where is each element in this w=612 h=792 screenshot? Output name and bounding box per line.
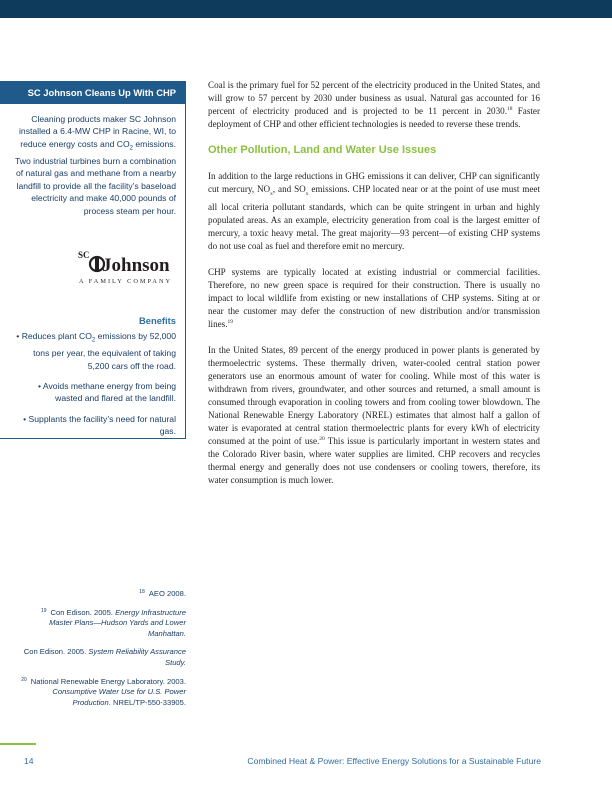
paragraph-coal: Coal is the primary fuel for 52 percent of the electricity produced in the United States, and will grow to 57 percent by 2030 under business as usual. Natural gas accounted for 16 percent of electricity produced and is projected to be 11 percent in 2030.18 Faster deployment of CHP and other efficient technologies is needed to reverse these trends.	[208, 80, 540, 129]
page-number: 14	[24, 756, 34, 766]
sidebar-title: SC Johnson Cleans Up With CHP	[0, 82, 185, 104]
logo-sc-text: SC	[78, 250, 90, 260]
paragraph-water: In the United States, 89 percent of the energy produced in power plants is generated by thermoelectric systems. These thermally driven, water-cooled central station power generators use an enormous amount of water for cooling. While most of this water is withdrawn from rivers, groundwater, and other sources and returned, a small amount is consumed through evaporation in cooling towers and from cooling tower blowdown. The National Renewable Energy Laboratory (NREL) estimates that almost half a gallon of water is evaporated at central station thermoelectric plants for every kWh of electricity consumed at the point of use.$^{20}$ This issue is particularly important in western states and the Colorado River basin, where water supplies are limited. CHP recovers and recycles thermal energy and generally does not use condensers or cooling towers, therefore, its water consumption is much lower.	[208, 344, 540, 485]
sc-johnson-logo	[78, 244, 178, 286]
footnote-18: $^{18}$ AEO 2008.	[139, 589, 186, 598]
main-text-column	[208, 79, 540, 500]
footer-title: Combined Heat & Power: Effective Energy Solutions for a Sustainable Future	[247, 756, 541, 766]
footer-rule	[0, 743, 36, 745]
benefit-item: • Avoids methane energy from being wasted and flared at the landfill.	[37, 380, 176, 404]
benefit-item: • Reduces plant $CO_2$ emissions by 52,000 tons per year, the equivalent of taking 5,200 cars off the road.	[16, 331, 176, 371]
top-banner	[0, 0, 612, 18]
footnote-ref-20: 20	[319, 435, 325, 442]
paragraph-siting: CHP systems are typically located at existing industrial or commercial facilities. Therefore, no new green space is required for their construction. There is usually no impact to local wildlife from existing or new installations of CHP systems. Siting at or near the customer may defer the construction of new distribution and/or transmission lines.$^{19}$	[208, 266, 540, 329]
footnote-ref-18: 18	[507, 106, 513, 112]
benefit-item: • Supplants the facility’s need for natural gas.	[23, 413, 176, 437]
sidebar-intro: Cleaning products maker SC Johnson installed a 6.4-MW CHP in Racine, WI, to reduce energy costs and $CO_2$ emissions. Two industrial turbines burn a combination of natural gas and methane from a nearby landfill to provide all the facility’s baseload electricity and make 40,000 pounds of process steam per hour.	[15, 114, 176, 216]
benefits-list	[16, 330, 176, 446]
footnote-19-continued: Con Edison. 2005. System Reliability Assurance Study.	[23, 647, 186, 667]
benefits-heading: Benefits	[139, 315, 176, 326]
paragraph-emissions: In addition to the large reductions in GHG emissions it can deliver, CHP can significantly cut mercury, $NO_x$, and $SO_x$ emissions. CHP located near or at the point of use must meet all local criteria pollutant standards, which can be quite stringent in urban and highly populated areas. As an example, electricity generation from coal is the largest emitter of mercury, a toxic heavy metal. The great majority—93 percent—of existing CHP systems do not use coal as fuel and therefore emit no mercury.	[208, 171, 540, 251]
logo-wordmark: Johnson	[102, 255, 170, 276]
footnote-19: $^{19}$ Con Edison. 2005. Energy Infrastructure Master Plans—Hudson Yards and Lower Manhattan.	[40, 607, 186, 638]
footnote-ref-19: 19	[227, 318, 234, 325]
case-study-sidebar	[0, 81, 186, 439]
logo-tagline: A FAMILY COMPANY	[79, 278, 173, 285]
footnote-20: $^{20}$ National Renewable Energy Laboratory. 2003. Consumptive Water Use for U.S. Power Production. NREL/TP-550-33905.	[21, 676, 186, 707]
section-heading: Other Pollution, Land and Water Use Issues	[208, 144, 437, 156]
footnotes	[20, 589, 186, 716]
